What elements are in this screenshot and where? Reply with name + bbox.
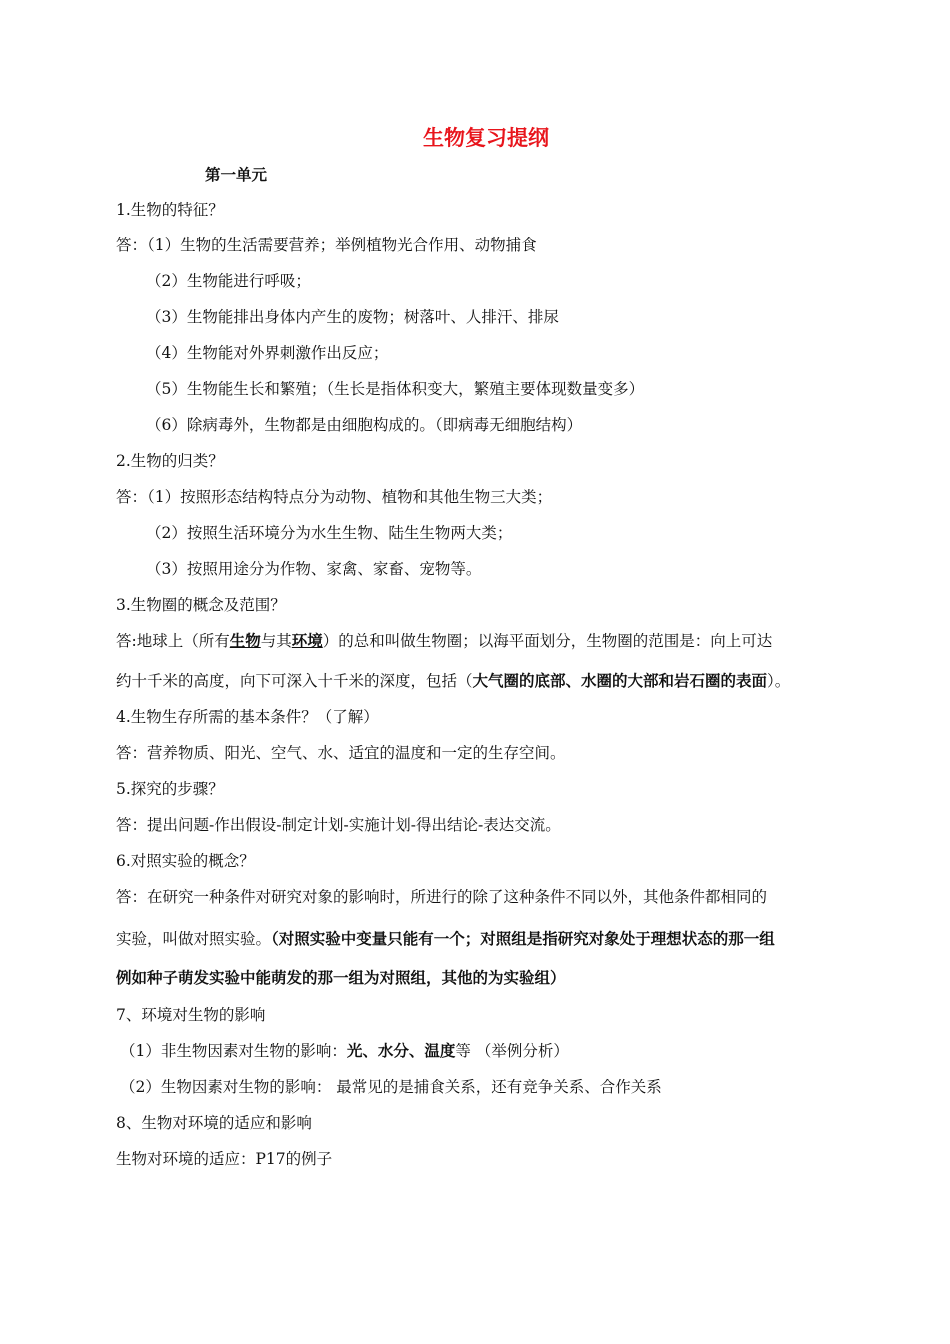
answer-1-line-5: （5）生物能生长和繁殖；（生长是指体积变大，繁殖主要体现数量变多） bbox=[146, 380, 645, 398]
answer-1-line-1: 答：（1）生物的生活需要营养；举例植物光合作用、动物捕食 bbox=[116, 236, 537, 254]
question-2: 2.生物的归类？ bbox=[116, 452, 224, 470]
answer-7-factors: 光、水分、温度 bbox=[346, 1042, 456, 1060]
answer-7-text-b: 等 （举例分析） bbox=[455, 1042, 569, 1060]
answer-6-note-1: （对照实验中变量只能有一个；对照组是指研究对象处于理想状态的那一组 bbox=[271, 930, 775, 948]
question-5: 5.探究的步骤？ bbox=[116, 780, 224, 798]
question-1: 1.生物的特征？ bbox=[116, 201, 224, 219]
answer-2-line-3: （3）按照用途分为作物、家禽、家畜、宠物等。 bbox=[146, 560, 482, 578]
answer-4: 答：营养物质、阳光、空气、水、适宜的温度和一定的生存空间。 bbox=[116, 744, 566, 762]
answer-3-text-e: ）。 bbox=[767, 672, 791, 690]
answer-3-line-1 bbox=[116, 630, 772, 652]
unit-heading: 第一单元 bbox=[205, 166, 268, 184]
answer-1-line-3: （3）生物能排出身体内产生的废物；树落叶、人排汗、排尿 bbox=[146, 308, 559, 326]
answer-3-text-c: ）的总和叫做生物圈；以海平面划分，生物圈的范围是：向上可达 bbox=[322, 632, 773, 650]
answer-3-text-a: 答:地球上（所有 bbox=[116, 632, 230, 650]
answer-6-text: 实验，叫做对照实验。 bbox=[116, 930, 272, 948]
answer-7-line-2: （2）生物因素对生物的影响： 最常见的是捕食关系，还有竞争关系、合作关系 bbox=[120, 1078, 662, 1096]
document-title: 生物复习提纲 bbox=[423, 126, 549, 150]
answer-3-range: 大气圈的底部、水圈的大部和岩石圈的表面 bbox=[472, 672, 768, 690]
answer-7-line-1 bbox=[120, 1040, 569, 1062]
answer-6-line-2 bbox=[116, 928, 775, 950]
question-3: 3.生物圈的概念及范围？ bbox=[116, 596, 286, 614]
answer-1-line-2: （2）生物能进行呼吸； bbox=[146, 272, 311, 290]
answer-3-term-organism: 生物 bbox=[229, 632, 261, 650]
answer-8: 生物对环境的适应：P17的例子 bbox=[116, 1150, 333, 1168]
answer-5: 答：提出问题-作出假设-制定计划-实施计划-得出结论-表达交流。 bbox=[116, 816, 561, 834]
answer-2-line-2: （2）按照生活环境分为水生生物、陆生生物两大类； bbox=[146, 524, 513, 542]
answer-3-text-b: 与其 bbox=[260, 632, 292, 650]
question-4: 4.生物生存所需的基本条件？（了解） bbox=[116, 708, 379, 726]
answer-3-line-2 bbox=[116, 670, 790, 692]
question-6: 6.对照实验的概念？ bbox=[116, 852, 255, 870]
answer-1-line-4: （4）生物能对外界刺激作出反应； bbox=[146, 344, 389, 362]
question-8: 8、生物对环境的适应和影响 bbox=[116, 1114, 312, 1132]
answer-6-note-2: 例如种子萌发实验中能萌发的那一组为对照组，其他的为实验组） bbox=[116, 969, 566, 987]
answer-3-term-environment: 环境 bbox=[291, 632, 323, 650]
answer-6-line-3 bbox=[116, 967, 566, 989]
answer-1-line-6: （6）除病毒外，生物都是由细胞构成的。（即病毒无细胞结构） bbox=[146, 416, 583, 434]
answer-6-line-1: 答：在研究一种条件对研究对象的影响时，所进行的除了这种条件不同以外，其他条件都相同的 bbox=[116, 888, 768, 906]
answer-7-text-a: （1）非生物因素对生物的影响： bbox=[120, 1042, 347, 1060]
question-7: 7、环境对生物的影响 bbox=[116, 1006, 266, 1024]
answer-3-text-d: 约十千米的高度，向下可深入十千米的深度，包括（ bbox=[116, 672, 473, 690]
answer-2-line-1: 答：（1）按照形态结构特点分为动物、植物和其他生物三大类； bbox=[116, 488, 553, 506]
